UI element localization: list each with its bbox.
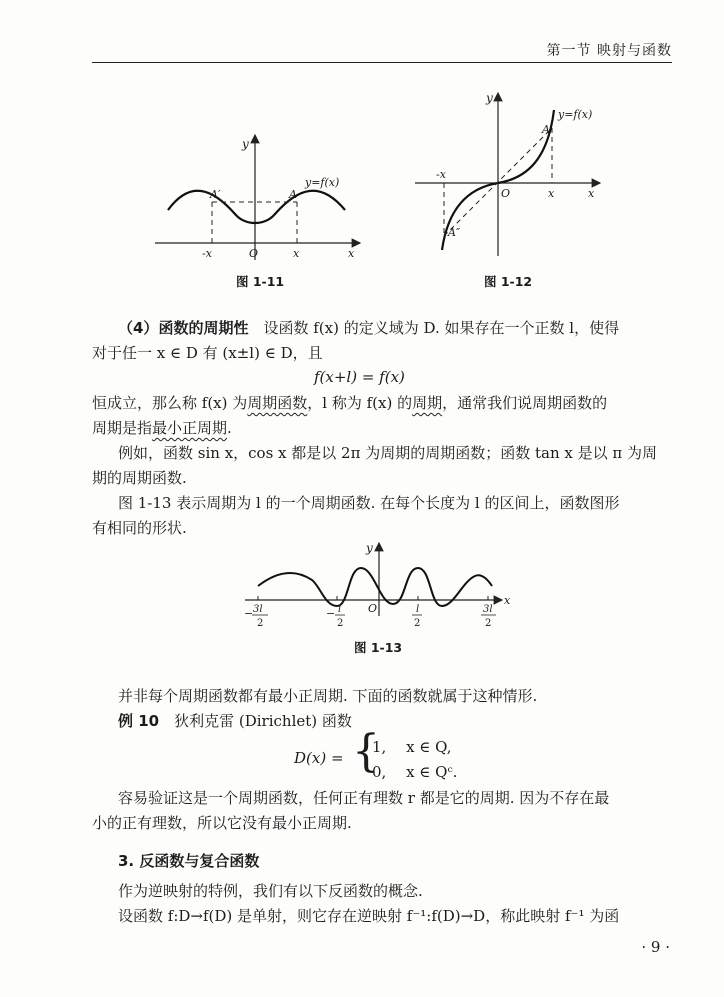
paragraph-definition-line2: 周期是指最小正周期. [92, 419, 232, 437]
label-O: O [249, 247, 259, 260]
label-O: O [501, 187, 511, 200]
paragraph-definition-line1: 恒成立，那么称 f(x) 为周期函数，l 称为 f(x) 的周期，通常我们说周期函数的 [92, 394, 608, 412]
tick-label-neg-l2-den: 2 [337, 618, 344, 629]
paragraph-periodicity-line2: 对于任一 x ∈ D 有 (x±l) ∈ D，且 [92, 344, 323, 362]
header-rule [92, 62, 672, 63]
tick-label-neg-3l2-num: 3l [253, 604, 263, 615]
paragraph-not-every: 并非每个周期函数都有最小正周期. 下面的函数就属于这种情形. [118, 687, 538, 705]
equation-periodicity: f(x+l) = f(x) [314, 368, 405, 386]
label-x-tick: x [548, 187, 555, 200]
equation-dirichlet-case1: 1, x ∈ Q, [372, 738, 452, 756]
equation-dirichlet-lhs: D(x) = [294, 749, 344, 767]
caption-fig-1-13: 图 1-13 [354, 640, 403, 655]
equation-dirichlet-brace: { [352, 726, 380, 777]
label-A-prime: A′ [210, 188, 221, 201]
paragraph-example-line1: 例如，函数 sin x，cos x 都是以 2π 为周期的周期函数；函数 tan x 是以 π 为周 [118, 444, 658, 462]
label-curve: y=f(x) [558, 108, 593, 121]
curve [168, 191, 345, 223]
label-neg-x: -x [436, 168, 446, 181]
figure-1-12 [410, 88, 610, 258]
example-10-heading: 例 10 狄利克雷 (Dirichlet) 函数 [118, 712, 352, 730]
label-x: x [504, 594, 511, 607]
label-neg-x: -x [202, 247, 212, 260]
label-y: y [366, 541, 373, 555]
page-number: · 9 · [641, 938, 670, 956]
figure-1-11 [150, 130, 380, 265]
term-periodicity: 函数的周期性 [158, 319, 249, 337]
section-3-heading: 3. 反函数与复合函数 [118, 852, 260, 870]
paragraph-fig13-line2: 有相同的形状. [92, 519, 187, 537]
paragraph-fig13-line1: 图 1-13 表示周期为 l 的一个周期函数. 在每个长度为 l 的区间上，函数图形 [118, 494, 620, 512]
term-period: 周期 [412, 394, 443, 412]
paragraph-inverse-intro: 作为逆映射的特例，我们有以下反函数的概念. [118, 882, 423, 900]
label-A: A [289, 188, 297, 201]
tick-label-neg-3l2-minus: − [244, 607, 254, 620]
label-x-axis: x [588, 187, 595, 200]
tick-label-neg-l2-minus: − [326, 607, 336, 620]
term-periodic-function: 周期函数 [247, 394, 308, 412]
label-x-tick: x [293, 247, 300, 260]
label-y: y [242, 137, 249, 151]
tick-label-neg-3l2-den: 2 [257, 618, 264, 629]
figure-1-13 [240, 538, 520, 633]
label-x-axis: x [348, 247, 355, 260]
caption-fig-1-11: 图 1-11 [236, 274, 285, 289]
label-curve: y=f(x) [305, 176, 340, 189]
tick-label-l2-num: l [416, 604, 420, 615]
term-minimal-period: 最小正周期 [152, 419, 228, 437]
label-A-double-prime: A″ [448, 226, 461, 239]
paragraph-verify-line1: 容易验证这是一个周期函数，任何正有理数 r 都是它的周期. 因为不存在最 [118, 789, 610, 807]
caption-fig-1-12: 图 1-12 [484, 274, 533, 289]
tick-label-l2-den: 2 [414, 618, 421, 629]
running-header: 第一节 映射与函数 [546, 43, 672, 59]
equation-dirichlet-case2: 0, x ∈ Qᶜ. [372, 763, 458, 781]
paragraph-inverse-def: 设函数 f:D→f(D) 是单射，则它存在逆映射 f⁻¹:f(D)→D，称此映射 f⁻¹ 为函 [118, 907, 620, 925]
tick-label-3l2-num: 3l [483, 604, 493, 615]
paragraph-example-line2: 期的周期函数. [92, 469, 187, 487]
paragraph-periodicity-line1: （4）函数的周期性 设函数 f(x) 的定义域为 D. 如果存在一个正数 l，使得 [118, 319, 620, 337]
tick-label-3l2-den: 2 [485, 618, 492, 629]
label-y: y [486, 91, 493, 105]
label-O: O [368, 602, 378, 615]
tick-label-neg-l2-num: l [338, 604, 342, 615]
paragraph-verify-line2: 小的正有理数，所以它没有最小正周期. [92, 814, 352, 832]
example-label: 例 10 [118, 712, 160, 730]
label-A: A [542, 123, 550, 136]
